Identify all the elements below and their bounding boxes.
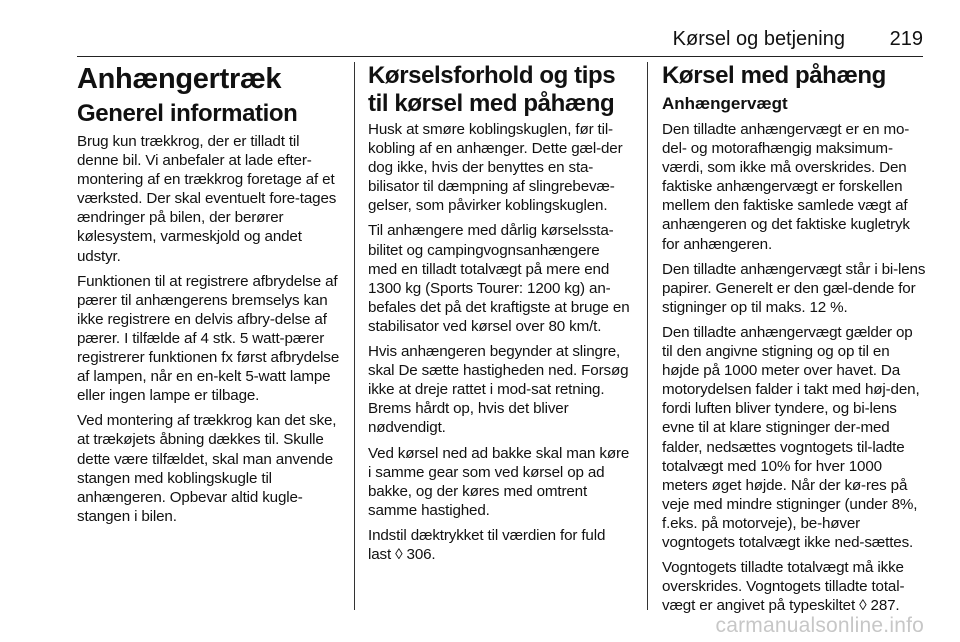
paragraph: Hvis anhængeren begynder at slingre, skal De sætte hastigheden ned. Forsøg ikke at dreje rattet i mod-sat retning. Brems hårdt op, hvis det bliver nødvendigt.: [368, 343, 629, 437]
section-title: Anhængertræk: [77, 63, 282, 95]
paragraph: Den tilladte anhængervægt er en mo-del- og motorafhængig maksimum-værdi, som ikke må overskrides. Den faktiske anhængervægt er forskellen mellem den faktiske samlede vægt af anhængeren og det faktiske kugletryk for anhængeren.: [662, 121, 910, 253]
paragraph: Ved montering af trækkrog kan det ske, at trækøjets åbning dækkes til. Skulle dette være tilfældet, skal man anvende stangen med koblingskugle til anhængeren. Opbevar altid kugle-stangen i bilen.: [77, 412, 337, 525]
paragraph: Den tilladte anhængervægt gælder op til den angivne stigning og op til en højde på 1000 meter over havet. Da motorydelsen falder i takt med høj-den, fordi luften bliver tyndere, og bi-lens evne til at klare stigninger der-med falder, nedsættes vogntogets til-ladte totalvægt med 10% for hver 1000 meters øget højde. Når der kø-res på veje med mindre stigninger (under 8%, f.eks. på motorveje), be-høver vogntogets totalvægt ikke ned-sættes.: [662, 323, 920, 551]
paragraph: Husk at smøre koblingskuglen, før til-kobling af en anhænger. Dette gæl-der dog ikke, hvis der benyttes en sta-bilisator til dæmpning af slingrebevæ-gelser, som påvirker koblingskuglen.: [368, 121, 623, 215]
page-number: 219: [889, 28, 923, 50]
column-1: [77, 62, 341, 532]
subsection-title: Kørselsforhold og tips til kørsel med påhæng: [368, 62, 616, 117]
minor-heading: Anhængervægt: [662, 94, 788, 113]
paragraph: Indstil dæktrykket til værdien for fuld last ◊ 306.: [368, 526, 606, 563]
paragraph: Til anhængere med dårlig kørselssta-bilitet og campingvognsanhængere med en tilladt totalvægt på mere end 1300 kg (Sports Tourer: 1200 kg) an-befales det på det kraftigste at bruge en stabilisator ved kørsel over 80 km/t.: [368, 222, 630, 335]
column-2: [368, 62, 632, 570]
column-divider-2: [647, 62, 648, 610]
column-divider-1: [354, 62, 355, 610]
paragraph: Den tilladte anhængervægt står i bi-lens papirer. Generelt er den gæl-dende for stigninger op til maks. 12 %.: [662, 260, 926, 316]
paragraph: Ved kørsel ned ad bakke skal man køre i samme gear som ved kørsel op ad bakke, og der køres med omtrent samme hastighed.: [368, 444, 630, 519]
paragraph: Funktionen til at registrere afbrydelse af pærer til anhængerens bremselys kan ikke registrere en delvis afbry-delse af pærer. I tilfælde af 4 stk. 5 watt-pærer registrerer funktionen fx først afbrydelse af lampen, når en en-kelt 5-watt lampe eller ingen lampe er tilbage.: [77, 272, 340, 405]
subsection-title: Kørsel med påhæng: [662, 62, 886, 89]
paragraph: Brug kun trækkrog, der er tilladt til denne bil. Vi anbefaler at lade efter-montering af en trækkrog foretage af et værksted. Der skal eventuelt fore-tages ændringer på bilen, der berører kølesystem, varmeskjold og andet udstyr.: [77, 133, 337, 265]
paragraph: Vogntogets tilladte totalvægt må ikke overskrides. Vogntogets tilladte total-vægt er angivet på typeskiltet ◊ 287.: [662, 559, 905, 615]
subsection-title: Generel information: [77, 100, 298, 127]
running-header-title: Kørsel og betjening: [672, 28, 845, 50]
page-header: [77, 26, 923, 57]
column-3: [662, 62, 926, 621]
watermark: carmanualsonline.info: [715, 614, 924, 637]
